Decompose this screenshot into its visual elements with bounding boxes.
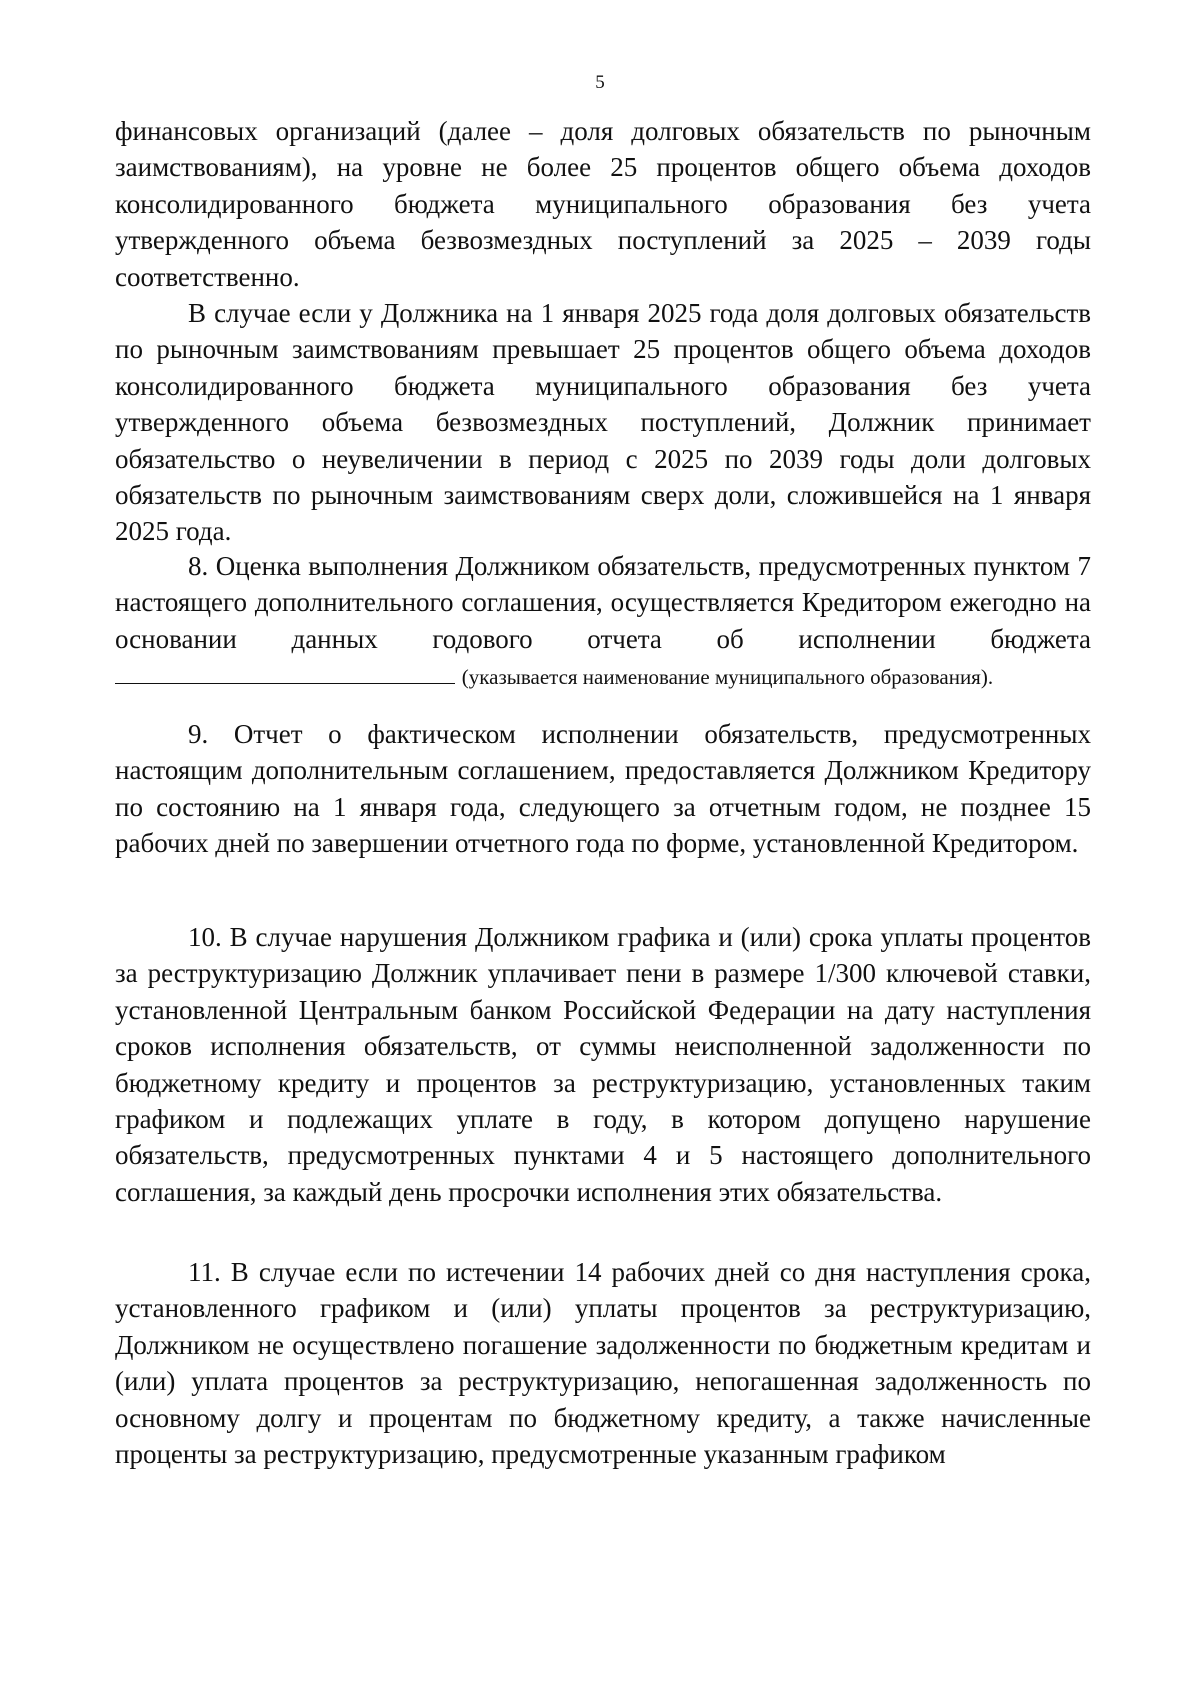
page-number: 5 bbox=[595, 72, 605, 93]
clause-8-text: 8. Оценка выполнения Должником обязательств, предусмотренных пунктом 7 настоящего дополнительного соглашения, осуществляется Кредитором ежегодно на основании данных годового отчета об исполнении бюджета bbox=[115, 551, 1091, 654]
paragraph-clause-11: 11. В случае если по истечении 14 рабочих дней со дня наступления срока, установленного графиком и (или) уплаты процентов за реструктуризацию, Должником не осуществлено погашение задолженности по бюджетным кредитам и (или) уплата процентов за реструктуризацию, непогашенная задолженность по основному долгу и процентам по бюджетному кредиту, а также начисленные проценты за реструктуризацию, предусмотренные указанным графиком bbox=[115, 1257, 1091, 1470]
text-block-clause-9 bbox=[115, 716, 1091, 862]
paragraph-continuation: финансовых организаций (далее – доля долговых обязательств по рыночным заимствованиям), на уровне не более 25 процентов общего объема доходов консолидированного бюджета муниципального образования без учета утвержденного объема безвозмездных поступлений за 2025 – 2039 годы соответственно. bbox=[115, 116, 1091, 292]
paragraph-clause-9: 9. Отчет о фактическом исполнении обязательств, предусмотренных настоящим дополнительным соглашением, предоставляется Должником Кредитору по состоянию на 1 января года, следующего за отчетным годом, не позднее 15 рабочих дней по завершении отчетного года по форме, установленной Кредитором. bbox=[115, 719, 1091, 859]
paragraph-clause-8 bbox=[115, 548, 1091, 696]
text-block-clause-8 bbox=[115, 548, 1091, 696]
blank-fill-line bbox=[115, 657, 455, 684]
paragraph-clause-10: 10. В случае нарушения Должником графика и (или) срока уплаты процентов за реструктуризацию Должник уплачивает пени в размере 1/300 ключевой ставки, установленной Центральным банком Российской Федерации на дату наступления сроков исполнения обязательств, от суммы неисполненной задолженности по бюджетному кредиту и процентов за реструктуризацию, установленных таким графиком и подлежащих уплате в году, в котором допущено нарушение обязательств, предусмотренных пунктами 4 и 5 настоящего дополнительного соглашения, за каждый день просрочки исполнения этих обязательства. bbox=[115, 922, 1091, 1207]
text-block-1 bbox=[115, 113, 1091, 550]
text-block-clause-10 bbox=[115, 919, 1091, 1210]
clause-8-note: (указывается наименование муниципального образования). bbox=[461, 665, 994, 690]
paragraph-debt-share: В случае если у Должника на 1 января 2025 года доля долговых обязательств по рыночным заимствованиям превышает 25 процентов общего объема доходов консолидированного бюджета муниципального образования без учета утвержденного объема безвозмездных поступлений, Должник принимает обязательство о неувеличении в период с 2025 по 2039 годы доли долговых обязательств по рыночным заимствованиям сверх доли, сложившейся на 1 января 2025 года. bbox=[115, 298, 1091, 547]
text-block-clause-11 bbox=[115, 1254, 1091, 1472]
